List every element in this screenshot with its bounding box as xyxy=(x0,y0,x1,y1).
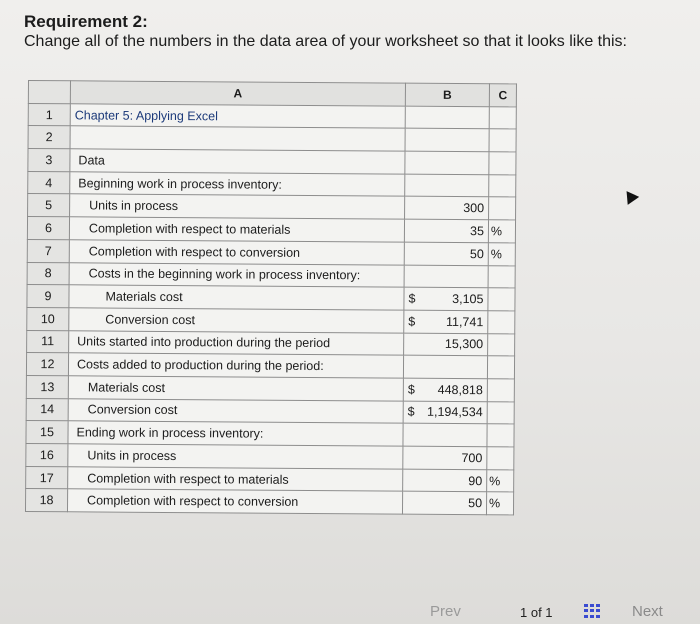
cell-a12[interactable]: Costs added to production during the period: xyxy=(68,353,403,378)
table-row xyxy=(26,353,514,379)
grid-icon[interactable] xyxy=(584,604,600,618)
cell-b10[interactable] xyxy=(404,310,488,333)
row-number[interactable]: 18 xyxy=(25,489,67,512)
table-row xyxy=(28,126,516,152)
cell-a2[interactable] xyxy=(70,126,405,151)
cell-c5[interactable] xyxy=(489,197,516,220)
row-number[interactable]: 10 xyxy=(27,307,69,330)
table-row xyxy=(26,421,514,447)
cell-a18[interactable]: Completion with respect to conversion xyxy=(67,489,402,514)
row-number[interactable]: 15 xyxy=(26,421,68,444)
cell-b7[interactable]: 50 xyxy=(404,242,488,265)
currency-symbol: $ xyxy=(407,382,415,397)
cell-c11[interactable] xyxy=(488,333,515,356)
table-row xyxy=(26,466,514,492)
cell-c18[interactable]: % xyxy=(486,492,513,515)
cell-c10[interactable] xyxy=(488,311,515,334)
column-header-b[interactable]: B xyxy=(405,83,489,106)
table-row xyxy=(27,239,515,265)
row-number[interactable]: 3 xyxy=(28,149,70,172)
requirement-text: Change all of the numbers in the data area of your worksheet so that it looks like this: xyxy=(24,33,627,50)
row-number[interactable]: 8 xyxy=(27,262,69,285)
cell-c13[interactable] xyxy=(487,379,514,402)
cell-c15[interactable] xyxy=(487,424,514,447)
cell-a7[interactable]: Completion with respect to conversion xyxy=(69,240,404,265)
table-row xyxy=(26,375,514,401)
row-number[interactable]: 16 xyxy=(26,443,68,466)
cell-b9[interactable] xyxy=(404,287,488,310)
cell-b11[interactable]: 15,300 xyxy=(404,333,488,356)
table-row xyxy=(27,262,515,288)
cell-b14[interactable] xyxy=(403,401,487,424)
cell-b8[interactable] xyxy=(404,265,488,288)
table-row xyxy=(27,307,515,333)
column-header-c[interactable]: C xyxy=(489,84,516,107)
cell-b15[interactable] xyxy=(403,423,487,446)
cell-a16[interactable]: Units in process xyxy=(68,444,403,469)
cell-b16[interactable]: 700 xyxy=(403,446,487,469)
table-row xyxy=(28,194,516,220)
row-number[interactable]: 9 xyxy=(27,285,69,308)
cell-c1[interactable] xyxy=(489,106,516,129)
cell-a8[interactable]: Costs in the beginning work in process inventory: xyxy=(69,262,404,287)
table-row xyxy=(28,103,516,129)
cell-b2[interactable] xyxy=(405,129,489,152)
cell-a6[interactable]: Completion with respect to materials xyxy=(69,217,404,242)
row-number[interactable]: 14 xyxy=(26,398,68,421)
cell-b13[interactable] xyxy=(403,378,487,401)
cell-b5[interactable]: 300 xyxy=(405,197,489,220)
cell-a15[interactable]: Ending work in process inventory: xyxy=(68,421,403,446)
row-number[interactable]: 11 xyxy=(27,330,69,353)
cell-a10[interactable]: Conversion cost xyxy=(69,308,404,333)
cell-a11[interactable]: Units started into production during the period xyxy=(69,330,404,355)
row-number[interactable]: 17 xyxy=(26,466,68,489)
cell-a5[interactable]: Units in process xyxy=(70,194,405,219)
currency-symbol: $ xyxy=(408,314,416,329)
page-counter: 1 of 1 xyxy=(520,605,553,620)
cell-b3[interactable] xyxy=(405,151,489,174)
cell-c17[interactable]: % xyxy=(487,469,514,492)
cell-value: 11,741 xyxy=(445,314,484,329)
cell-c7[interactable]: % xyxy=(488,243,515,266)
table-row xyxy=(28,149,516,175)
row-number[interactable]: 6 xyxy=(27,217,69,240)
table-row xyxy=(27,330,515,356)
cell-b18[interactable]: 50 xyxy=(402,492,486,515)
currency-symbol: $ xyxy=(407,405,415,420)
cell-value: 448,818 xyxy=(437,382,483,397)
row-number[interactable]: 12 xyxy=(26,353,68,376)
cell-b12[interactable] xyxy=(403,355,487,378)
table-row xyxy=(28,171,516,197)
cell-a1[interactable]: Chapter 5: Applying Excel xyxy=(70,103,405,128)
table-row xyxy=(27,285,515,311)
cell-c9[interactable] xyxy=(488,288,515,311)
next-button[interactable]: Next xyxy=(632,603,663,620)
cell-a3[interactable]: Data xyxy=(70,149,405,174)
cell-b17[interactable]: 90 xyxy=(403,469,487,492)
cell-b1[interactable] xyxy=(405,106,489,129)
cell-c12[interactable] xyxy=(487,356,514,379)
row-number[interactable]: 2 xyxy=(28,126,70,149)
table-row xyxy=(25,489,513,515)
cell-a14[interactable]: Conversion cost xyxy=(68,398,403,423)
cell-a17[interactable]: Completion with respect to materials xyxy=(68,466,403,491)
row-number[interactable]: 13 xyxy=(26,375,68,398)
row-number[interactable]: 5 xyxy=(28,194,70,217)
row-number[interactable]: 7 xyxy=(27,239,69,262)
cell-value: 1,194,534 xyxy=(427,405,483,420)
worksheet-table xyxy=(25,80,517,515)
cell-c2[interactable] xyxy=(489,129,516,152)
column-header-a[interactable]: A xyxy=(70,81,405,106)
cell-a9[interactable]: Materials cost xyxy=(69,285,404,310)
cell-a4[interactable]: Beginning work in process inventory: xyxy=(70,172,405,197)
table-row xyxy=(26,398,514,424)
cell-c6[interactable]: % xyxy=(488,220,515,243)
cell-c8[interactable] xyxy=(488,265,515,288)
cell-value: 3,105 xyxy=(452,291,484,307)
row-number[interactable]: 4 xyxy=(28,171,70,194)
cell-b6[interactable]: 35 xyxy=(404,219,488,242)
prev-button[interactable]: Prev xyxy=(430,603,461,620)
corner-cell xyxy=(28,81,70,104)
cell-c4[interactable] xyxy=(489,174,516,197)
currency-symbol: $ xyxy=(408,291,416,306)
row-number[interactable]: 1 xyxy=(28,103,70,126)
requirement-title: Requirement 2: xyxy=(24,12,148,31)
cell-c3[interactable] xyxy=(489,152,516,175)
cell-c16[interactable] xyxy=(487,447,514,470)
cell-c14[interactable] xyxy=(487,401,514,424)
cell-a13[interactable]: Materials cost xyxy=(68,376,403,401)
table-row xyxy=(27,217,515,243)
cell-b4[interactable] xyxy=(405,174,489,197)
mouse-pointer-icon xyxy=(621,187,639,205)
table-row xyxy=(26,443,514,469)
